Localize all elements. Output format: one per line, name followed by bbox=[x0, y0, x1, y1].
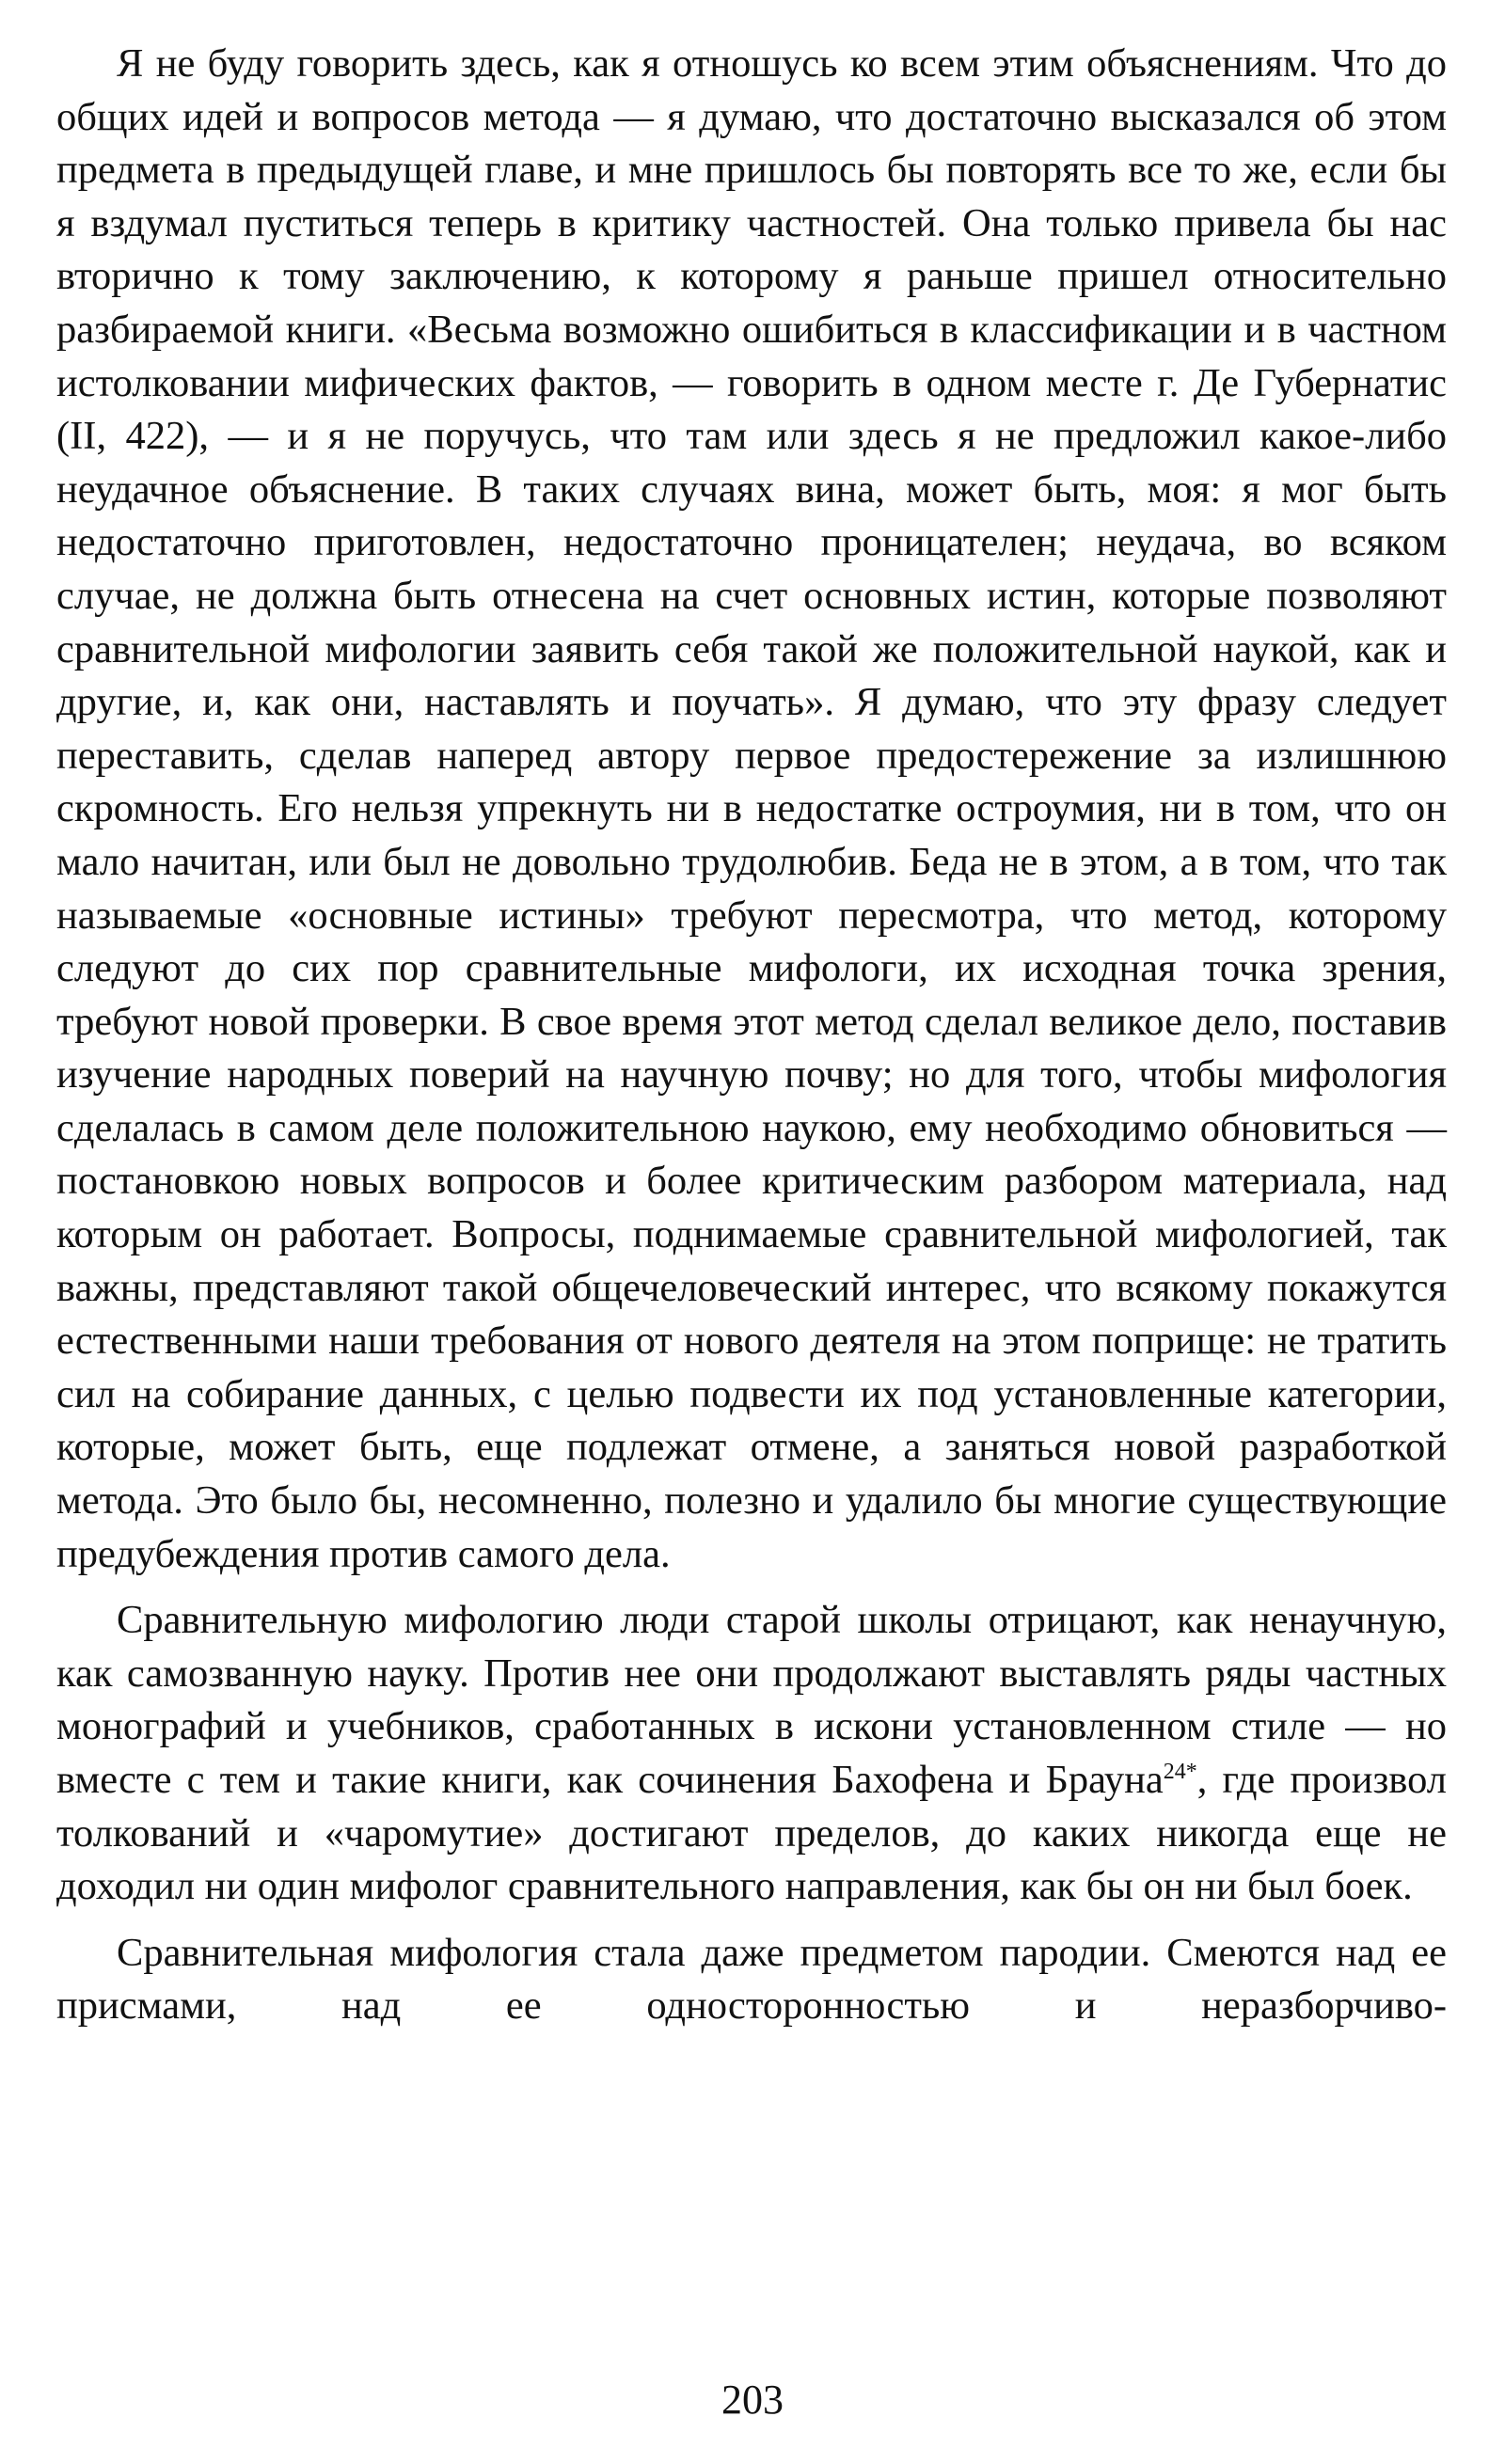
paragraph-1: Я не буду говорить здесь, как я отношусь ко всем этим объяснениям. Что до общих идей и вопросов метода — я думаю, что достаточно высказался об этом предмета в предыдущей главе, и мне пришлось бы повторять все то же, если бы я вздумал пуститься теперь в критику частностей. Она только привела бы нас вторично к тому заключению, к которому я раньше пришел относительно разбираемой книги. «Весьма возможно ошибиться в классификации и в частном истолковании мифических фактов, — говорить в одном месте г. Де Губернатис (II, 422), — и я не поручусь, что там или здесь я не предложил какое-либо неудачное объяснение. В таких случаях вина, может быть, моя: я мог быть недостаточно приготовлен, недостаточно проницателен; неудача, во всяком случае, не должна быть отнесена на счет основных истин, которые позволяют сравнительной мифологии заявить себя такой же положительной наукой, как и другие, и, как они, наставлять и поучать». Я думаю, что эту фразу следует переставить, сделав наперед автору первое предостережение за излишнюю скромность. Его нельзя упрекнуть ни в недостатке остроумия, ни в том, что он мало начитан, или был не довольно трудолюбив. Беда не в этом, а в том, что так называемые «основные истины» требуют пересмотра, что метод, которому следуют до сих пор сравнительные мифологи, их исходная точка зрения, требуют новой проверки. В свое время этот метод сделал великое дело, поставив изучение народных поверий на научную почву; но для того, чтобы мифология сделалась в самом деле положительною наукою, ему необходимо обновиться — постановкою новых вопросов и более критическим разбором материала, над которым он работает. Вопросы, поднимаемые сравнительной мифологией, так важны, представляют такой общечеловеческий интерес, что всякому покажутся естественными наши требования от нового деятеля на этом поприще: не тратить сил на собирание данных, с целью подвести их под установленные категории, которые, может быть, еще подлежат отмене, а заняться новой разработкой метода. Это было бы, несомненно, полезно и удалило бы многие существующие предубеждения против самого дела. bbox=[56, 41, 1447, 1576]
paragraph-2-tail: , где произвол толкований и «чаромутие» достигают пределов, до каких никогда еще не доходил ни один мифолог сравнительного направления, как бы он ни был боек. bbox=[56, 1758, 1447, 1909]
footnote-reference: 24* bbox=[1163, 1759, 1197, 1784]
body-text bbox=[56, 38, 1447, 2033]
page-number: 203 bbox=[721, 2377, 784, 2423]
paragraph-2-text: Сравнительную мифологию люди старой школы отрицают, как ненаучную, как самозванную науку. Против нее они продолжают выставлять ряды частных монографий и учебников, сработанных в искони установленном стиле — но вместе с тем и такие книги, как сочинения Бахофена и Брауна bbox=[56, 1598, 1447, 1802]
book-page bbox=[56, 38, 1447, 2426]
paragraph-2 bbox=[56, 1594, 1447, 1914]
paragraph-3: Сравнительная мифология стала даже предметом пародии. Смеются над ее присмами, над ее односторонностью и неразборчиво- bbox=[56, 1930, 1447, 2029]
